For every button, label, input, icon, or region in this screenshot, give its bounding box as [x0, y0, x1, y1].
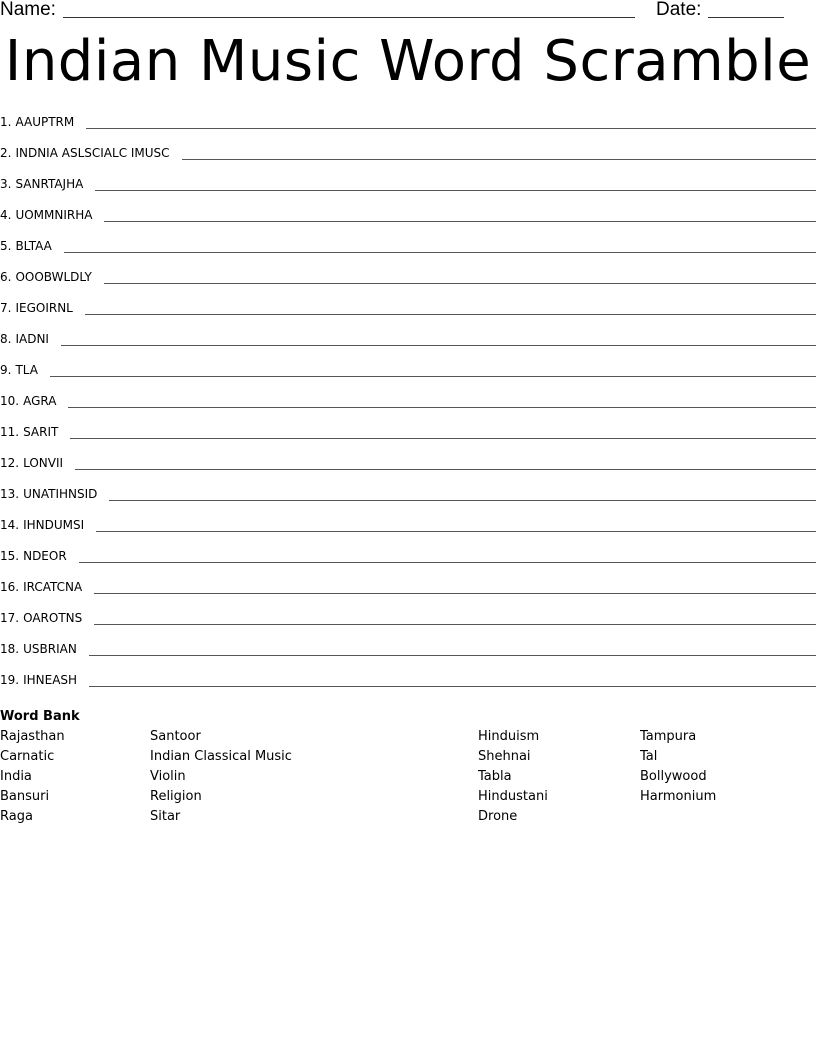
question-row — [0, 511, 816, 542]
question-number: 14. — [0, 518, 20, 532]
question-number: 13. — [0, 487, 20, 501]
word-bank-item: Violin — [150, 769, 186, 784]
question-row — [0, 573, 816, 604]
scrambled-word: INDNIA ASLSCIALC IMUSC — [15, 146, 170, 160]
question-number: 9. — [0, 363, 12, 377]
question-number: 11. — [0, 425, 20, 439]
scrambled-word: SARIT — [23, 425, 59, 439]
question-number: 6. — [0, 270, 12, 284]
answer-line[interactable] — [61, 345, 816, 346]
question-row — [0, 635, 816, 666]
scrambled-word: IADNI — [15, 332, 49, 346]
scrambled-word: AGRA — [23, 394, 57, 408]
name-label: Name: — [0, 0, 56, 20]
scrambled-word: USBRIAN — [23, 642, 77, 656]
date-label: Date: — [656, 0, 702, 20]
question-row — [0, 387, 816, 418]
answer-line[interactable] — [104, 283, 816, 284]
question-number: 17. — [0, 611, 20, 625]
scrambled-word: LONVII — [23, 456, 64, 470]
scrambled-word: OAROTNS — [23, 611, 83, 625]
name-field[interactable] — [63, 17, 635, 18]
question-list — [0, 108, 816, 697]
word-bank-item: Bollywood — [640, 769, 707, 784]
question-number: 16. — [0, 580, 20, 594]
answer-line[interactable] — [89, 686, 816, 687]
page-title: Indian Music Word Scramble — [4, 29, 812, 94]
word-bank-item: Carnatic — [0, 749, 55, 764]
word-bank-item: Tal — [640, 749, 658, 764]
question-number: 3. — [0, 177, 12, 191]
question-number: 2. — [0, 146, 12, 160]
scrambled-word: IHNEASH — [23, 673, 78, 687]
word-bank-title: Word Bank — [0, 709, 80, 724]
question-row — [0, 480, 816, 511]
question-row — [0, 139, 816, 170]
word-bank-item: Hindustani — [478, 789, 548, 804]
answer-line[interactable] — [70, 438, 816, 439]
scrambled-word: IHNDUMSI — [23, 518, 85, 532]
question-row — [0, 294, 816, 325]
answer-line[interactable] — [68, 407, 816, 408]
answer-line[interactable] — [96, 531, 816, 532]
word-bank-item: India — [0, 769, 32, 784]
question-row — [0, 263, 816, 294]
word-bank-column — [478, 729, 548, 829]
word-bank-item: Rajasthan — [0, 729, 65, 744]
question-row — [0, 356, 816, 387]
word-bank-item: Tampura — [640, 729, 697, 744]
word-bank-item: Drone — [478, 809, 518, 824]
scrambled-word: UOMMNIRHA — [15, 208, 93, 222]
answer-line[interactable] — [64, 252, 816, 253]
date-field[interactable] — [708, 17, 784, 18]
question-row — [0, 232, 816, 263]
word-bank-column — [150, 729, 292, 829]
word-bank-item: Sitar — [150, 809, 181, 824]
scrambled-word: AAUPTRM — [15, 115, 75, 129]
question-row — [0, 325, 816, 356]
scrambled-word: NDEOR — [23, 549, 67, 563]
word-bank-item: Santoor — [150, 729, 201, 744]
answer-line[interactable] — [109, 500, 816, 501]
answer-line[interactable] — [75, 469, 816, 470]
answer-line[interactable] — [94, 624, 816, 625]
answer-line[interactable] — [85, 314, 816, 315]
question-row — [0, 170, 816, 201]
word-bank-item: Hinduism — [478, 729, 540, 744]
scrambled-word: BLTAA — [15, 239, 52, 253]
question-number: 12. — [0, 456, 20, 470]
question-number: 4. — [0, 208, 12, 222]
question-number: 10. — [0, 394, 20, 408]
answer-line[interactable] — [95, 190, 816, 191]
word-bank-column — [0, 729, 65, 829]
question-row — [0, 542, 816, 573]
word-bank-item: Bansuri — [0, 789, 50, 804]
word-bank — [0, 729, 816, 829]
question-number: 7. — [0, 301, 12, 315]
scrambled-word: UNATIHNSID — [23, 487, 98, 501]
answer-line[interactable] — [182, 159, 816, 160]
word-bank-item: Tabla — [478, 769, 512, 784]
word-bank-item: Religion — [150, 789, 202, 804]
answer-line[interactable] — [79, 562, 816, 563]
scrambled-word: IRCATCNA — [23, 580, 83, 594]
question-row — [0, 108, 816, 139]
question-row — [0, 201, 816, 232]
answer-line[interactable] — [50, 376, 816, 377]
answer-line[interactable] — [89, 655, 816, 656]
word-bank-item: Harmonium — [640, 789, 717, 804]
word-bank-item: Raga — [0, 809, 33, 824]
word-bank-column — [640, 729, 716, 809]
question-number: 15. — [0, 549, 20, 563]
word-bank-item: Indian Classical Music — [150, 749, 292, 764]
header — [0, 0, 816, 24]
question-number: 18. — [0, 642, 20, 656]
scrambled-word: IEGOIRNL — [15, 301, 73, 315]
scrambled-word: TLA — [15, 363, 38, 377]
question-row — [0, 666, 816, 697]
question-number: 8. — [0, 332, 12, 346]
scrambled-word: OOOBWLDLY — [15, 270, 92, 284]
question-row — [0, 418, 816, 449]
question-number: 1. — [0, 115, 12, 129]
answer-line[interactable] — [86, 128, 816, 129]
question-row — [0, 449, 816, 480]
answer-line[interactable] — [94, 593, 816, 594]
question-row — [0, 604, 816, 635]
question-number: 19. — [0, 673, 20, 687]
answer-line[interactable] — [104, 221, 816, 222]
scrambled-word: SANRTAJHA — [15, 177, 84, 191]
word-bank-item: Shehnai — [478, 749, 531, 764]
question-number: 5. — [0, 239, 12, 253]
